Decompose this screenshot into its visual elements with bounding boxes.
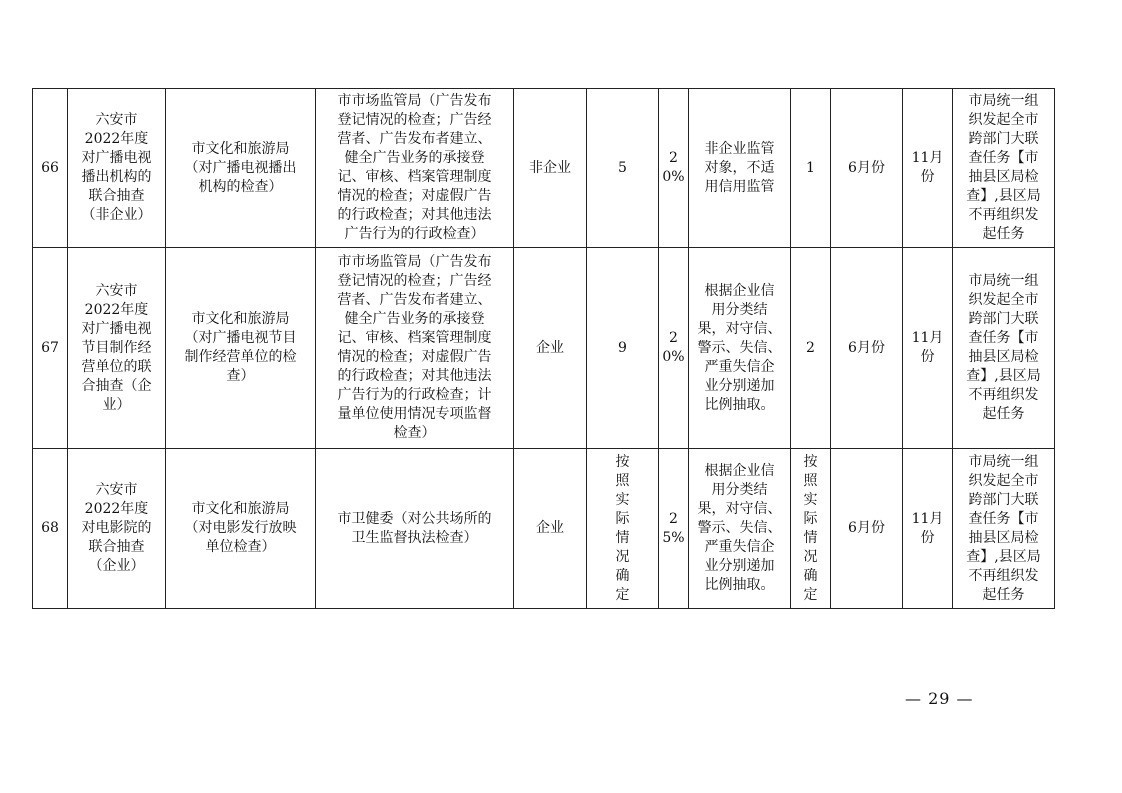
lead-department: 市文化和旅游局 （对广播电视节目 制作经营单位的检 查） bbox=[166, 248, 316, 449]
lead-department: 市文化和旅游局 （对电影发行放映 单位检查） bbox=[166, 449, 316, 609]
remark: 市局统一组 织发起全市 跨部门大联 查任务【市 抽县区局检 查】,县区局 不再组织发 起任务 bbox=[953, 89, 1055, 248]
page-number: — 29 — bbox=[905, 689, 974, 708]
table-row bbox=[33, 248, 1055, 449]
table-row bbox=[33, 449, 1055, 609]
object-count: 按 照 实 际 情 况 确 定 bbox=[587, 449, 659, 609]
task-name: 六安市 2022年度 对广播电视 播出机构的 联合抽查 （非企业） bbox=[68, 89, 166, 248]
inspection-times: 2 bbox=[791, 248, 831, 449]
sampling-method: 根据企业信 用分类结 果，对守信、 警示、失信、 严重失信企 业分别递加 比例抽取。 bbox=[689, 248, 791, 449]
remark: 市局统一组 织发起全市 跨部门大联 查任务【市 抽县区局检 查】,县区局 不再组织发 起任务 bbox=[953, 449, 1055, 609]
object-type: 企业 bbox=[514, 248, 587, 449]
end-month: 11月 份 bbox=[903, 248, 953, 449]
row-number: 66 bbox=[33, 89, 68, 248]
partner-departments: 市卫健委（对公共场所的 卫生监督执法检查） bbox=[316, 449, 514, 609]
joint-inspection-table bbox=[32, 88, 1055, 609]
inspection-times: 1 bbox=[791, 89, 831, 248]
sample-ratio: 25% bbox=[659, 449, 689, 609]
task-name: 六安市 2022年度 对电影院的 联合抽查 （企业） bbox=[68, 449, 166, 609]
lead-department: 市文化和旅游局 （对广播电视播出 机构的检查） bbox=[166, 89, 316, 248]
end-month: 11月 份 bbox=[903, 449, 953, 609]
table-row bbox=[33, 89, 1055, 248]
object-type: 企业 bbox=[514, 449, 587, 609]
sampling-method: 非企业监管 对象，不适 用信用监管 bbox=[689, 89, 791, 248]
partner-departments: 市市场监管局（广告发布 登记情况的检查；广告经 营者、广告发布者建立、 健全广告业务的承接登 记、审核、档案管理制度 情况的检查；对虚假广告 的行政检查；对其他违法 广告行为的行政检查；计 量单位使用情况专项监督 检查） bbox=[316, 248, 514, 449]
sampling-method: 根据企业信 用分类结 果，对守信、 警示、失信、 严重失信企 业分别递加 比例抽取。 bbox=[689, 449, 791, 609]
inspection-times: 按 照 实 际 情 况 确 定 bbox=[791, 449, 831, 609]
sample-ratio: 20% bbox=[659, 248, 689, 449]
task-name: 六安市 2022年度 对广播电视 节目制作经 营单位的联 合抽查（企 业） bbox=[68, 248, 166, 449]
sample-ratio: 20% bbox=[659, 89, 689, 248]
start-month: 6月份 bbox=[831, 449, 903, 609]
start-month: 6月份 bbox=[831, 248, 903, 449]
end-month: 11月 份 bbox=[903, 89, 953, 248]
remark: 市局统一组 织发起全市 跨部门大联 查任务【市 抽县区局检 查】,县区局 不再组织发 起任务 bbox=[953, 248, 1055, 449]
partner-departments: 市市场监管局（广告发布 登记情况的检查；广告经 营者、广告发布者建立、 健全广告业务的承接登 记、审核、档案管理制度 情况的检查；对虚假广告 的行政检查；对其他违法 广告行为的行政检查） bbox=[316, 89, 514, 248]
row-number: 68 bbox=[33, 449, 68, 609]
start-month: 6月份 bbox=[831, 89, 903, 248]
object-count: 9 bbox=[587, 248, 659, 449]
object-type: 非企业 bbox=[514, 89, 587, 248]
object-count: 5 bbox=[587, 89, 659, 248]
row-number: 67 bbox=[33, 248, 68, 449]
